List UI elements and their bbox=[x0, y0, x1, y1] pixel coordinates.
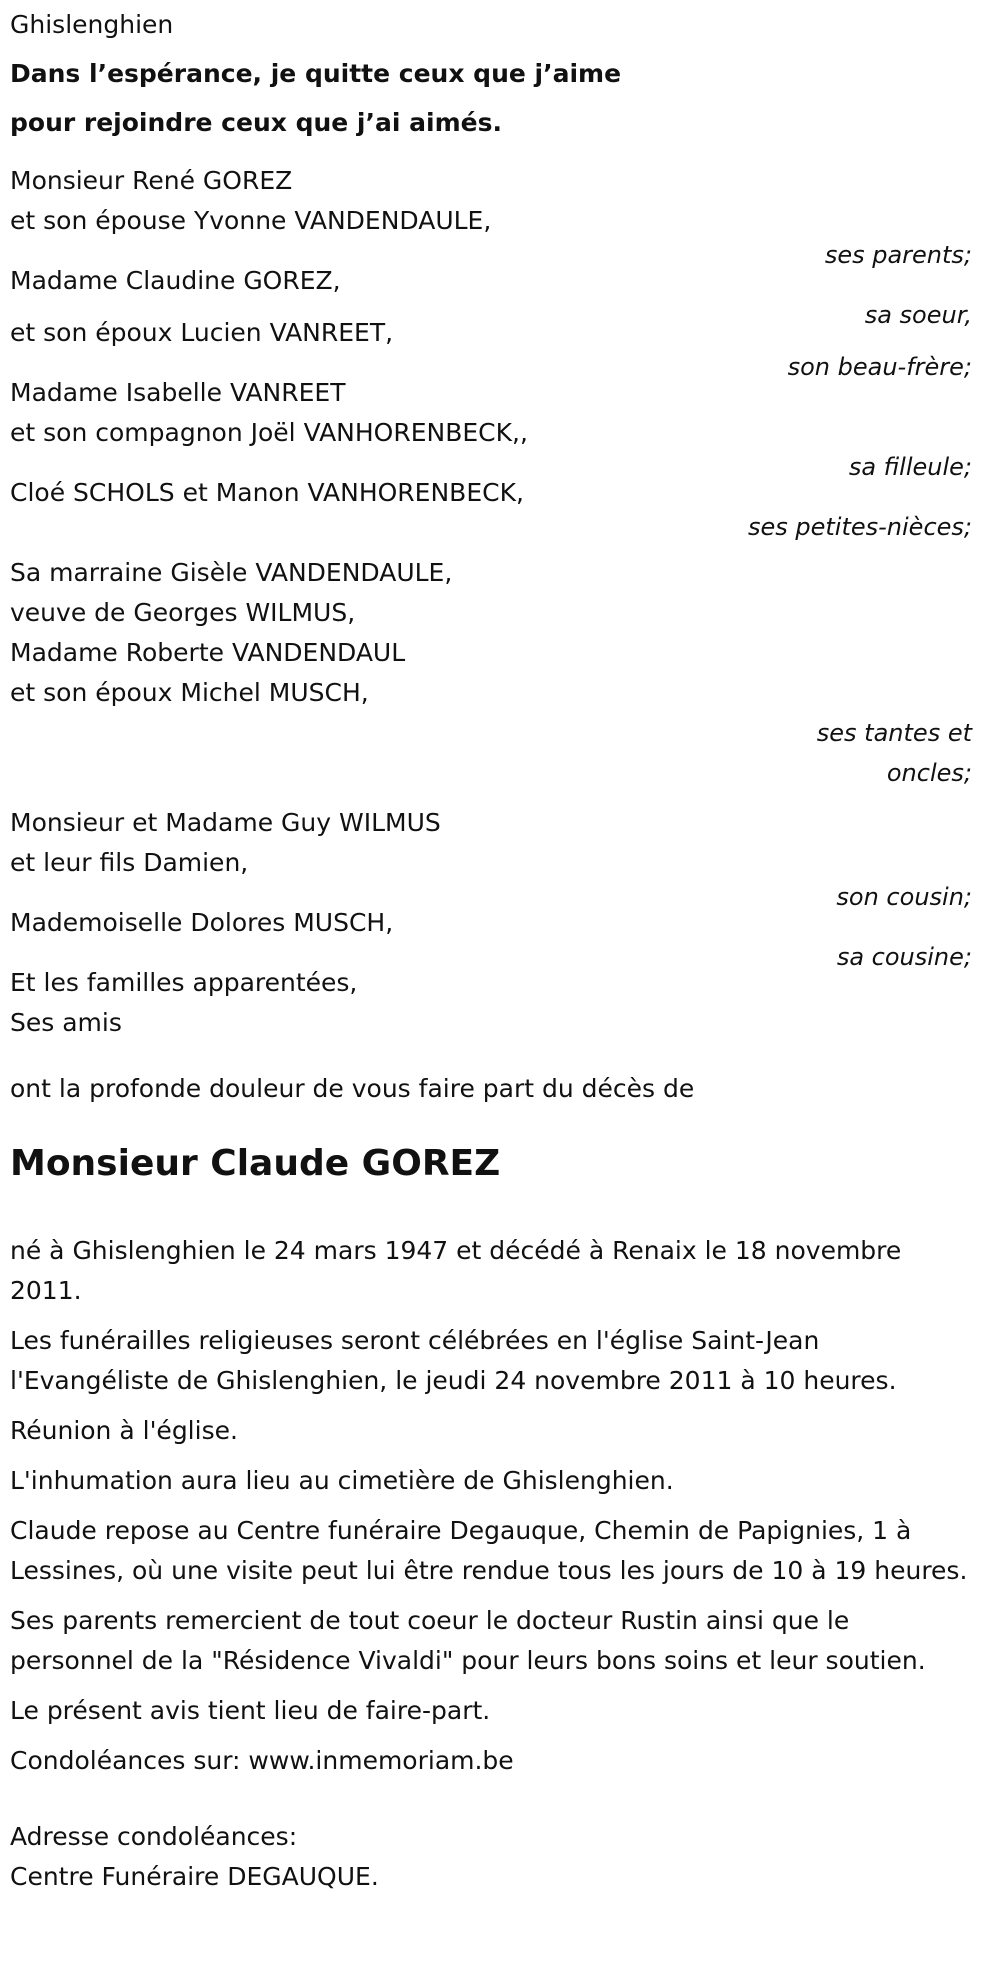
relation-label: ses tantes et bbox=[816, 719, 972, 747]
family-name-line: Madame Isabelle VANREET bbox=[10, 378, 346, 407]
thanks-text: Ses parents remercient de tout coeur le docteur Rustin ainsi que le personnel de la "Résidence Vivaldi" pour leurs bons soins et leur soutien. bbox=[10, 1606, 926, 1675]
family-name-line: et son époux Michel MUSCH, bbox=[10, 678, 369, 707]
family-name-line: et son épouse Yvonne VANDENDAULE, bbox=[10, 206, 492, 235]
town-name: Ghislenghien bbox=[10, 10, 174, 39]
family-name-line: Madame Claudine GOREZ, bbox=[10, 266, 341, 295]
family-name-line: veuve de Georges WILMUS, bbox=[10, 598, 356, 627]
family-name-line: Madame Roberte VANDENDAUL bbox=[10, 638, 406, 667]
epitaph-line-1: Dans l’espérance, je quitte ceux que j’aime bbox=[10, 59, 622, 88]
relation-label: ses parents; bbox=[824, 241, 972, 269]
family-group-aunts-uncles bbox=[10, 553, 990, 793]
relation-label: son cousin; bbox=[836, 883, 972, 911]
relation-label: ses petites-nièces; bbox=[747, 513, 972, 541]
announcement-intro: ont la profonde douleur de vous faire part du décès de bbox=[10, 1074, 695, 1103]
relation-label: sa cousine; bbox=[836, 943, 972, 971]
relation-label: son beau-frère; bbox=[787, 353, 972, 381]
family-name-line: Et les familles apparentées, bbox=[10, 968, 358, 997]
family-name-line: et son compagnon Joël VANHORENBECK,, bbox=[10, 418, 528, 447]
meeting-text: Réunion à l'église. bbox=[10, 1416, 238, 1445]
notice-text: Le présent avis tient lieu de faire-part. bbox=[10, 1696, 491, 1725]
family-name-line: et leur fils Damien, bbox=[10, 848, 249, 877]
family-group-parents bbox=[10, 161, 990, 275]
family-group-cousin bbox=[10, 803, 990, 917]
family-name-line: Ses amis bbox=[10, 1008, 122, 1037]
family-name-line: Monsieur René GOREZ bbox=[10, 166, 293, 195]
relation-label: sa filleule; bbox=[848, 453, 972, 481]
family-name-line: Monsieur et Madame Guy WILMUS bbox=[10, 808, 441, 837]
epitaph-quote bbox=[10, 49, 990, 147]
birth-death-text: né à Ghislenghien le 24 mars 1947 et décédé à Renaix le 18 novembre 2011. bbox=[10, 1236, 902, 1305]
condolences-online-text: Condoléances sur: www.inmemoriam.be bbox=[10, 1746, 514, 1775]
family-name-line: Mademoiselle Dolores MUSCH, bbox=[10, 908, 394, 937]
address-label: Adresse condoléances: bbox=[10, 1822, 298, 1851]
family-name-line: et son époux Lucien VANREET, bbox=[10, 318, 394, 347]
deceased-name: Monsieur Claude GOREZ bbox=[10, 1143, 501, 1184]
family-group-grandnieces bbox=[10, 473, 990, 547]
funeral-text: Les funérailles religieuses seront célébrées en l'église Saint-Jean l'Evangéliste de Ghislenghien, le jeudi 24 novembre 2011 à 10 heures. bbox=[10, 1326, 897, 1395]
relation-label: oncles; bbox=[886, 759, 972, 787]
family-name-line: Cloé SCHOLS et Manon VANHORENBECK, bbox=[10, 478, 524, 507]
burial-text: L'inhumation aura lieu au cimetière de Ghislenghien. bbox=[10, 1466, 674, 1495]
family-name-line: Sa marraine Gisèle VANDENDAULE, bbox=[10, 558, 453, 587]
epitaph-line-2: pour rejoindre ceux que j’ai aimés. bbox=[10, 108, 502, 137]
family-group-goddaughter bbox=[10, 373, 990, 487]
relation-label: sa soeur, bbox=[864, 301, 972, 329]
address-value: Centre Funéraire DEGAUQUE. bbox=[10, 1862, 379, 1891]
visit-text: Claude repose au Centre funéraire Degauque, Chemin de Papignies, 1 à Lessines, où une visite peut lui être rendue tous les jours de 10 à 19 heures. bbox=[10, 1516, 968, 1585]
